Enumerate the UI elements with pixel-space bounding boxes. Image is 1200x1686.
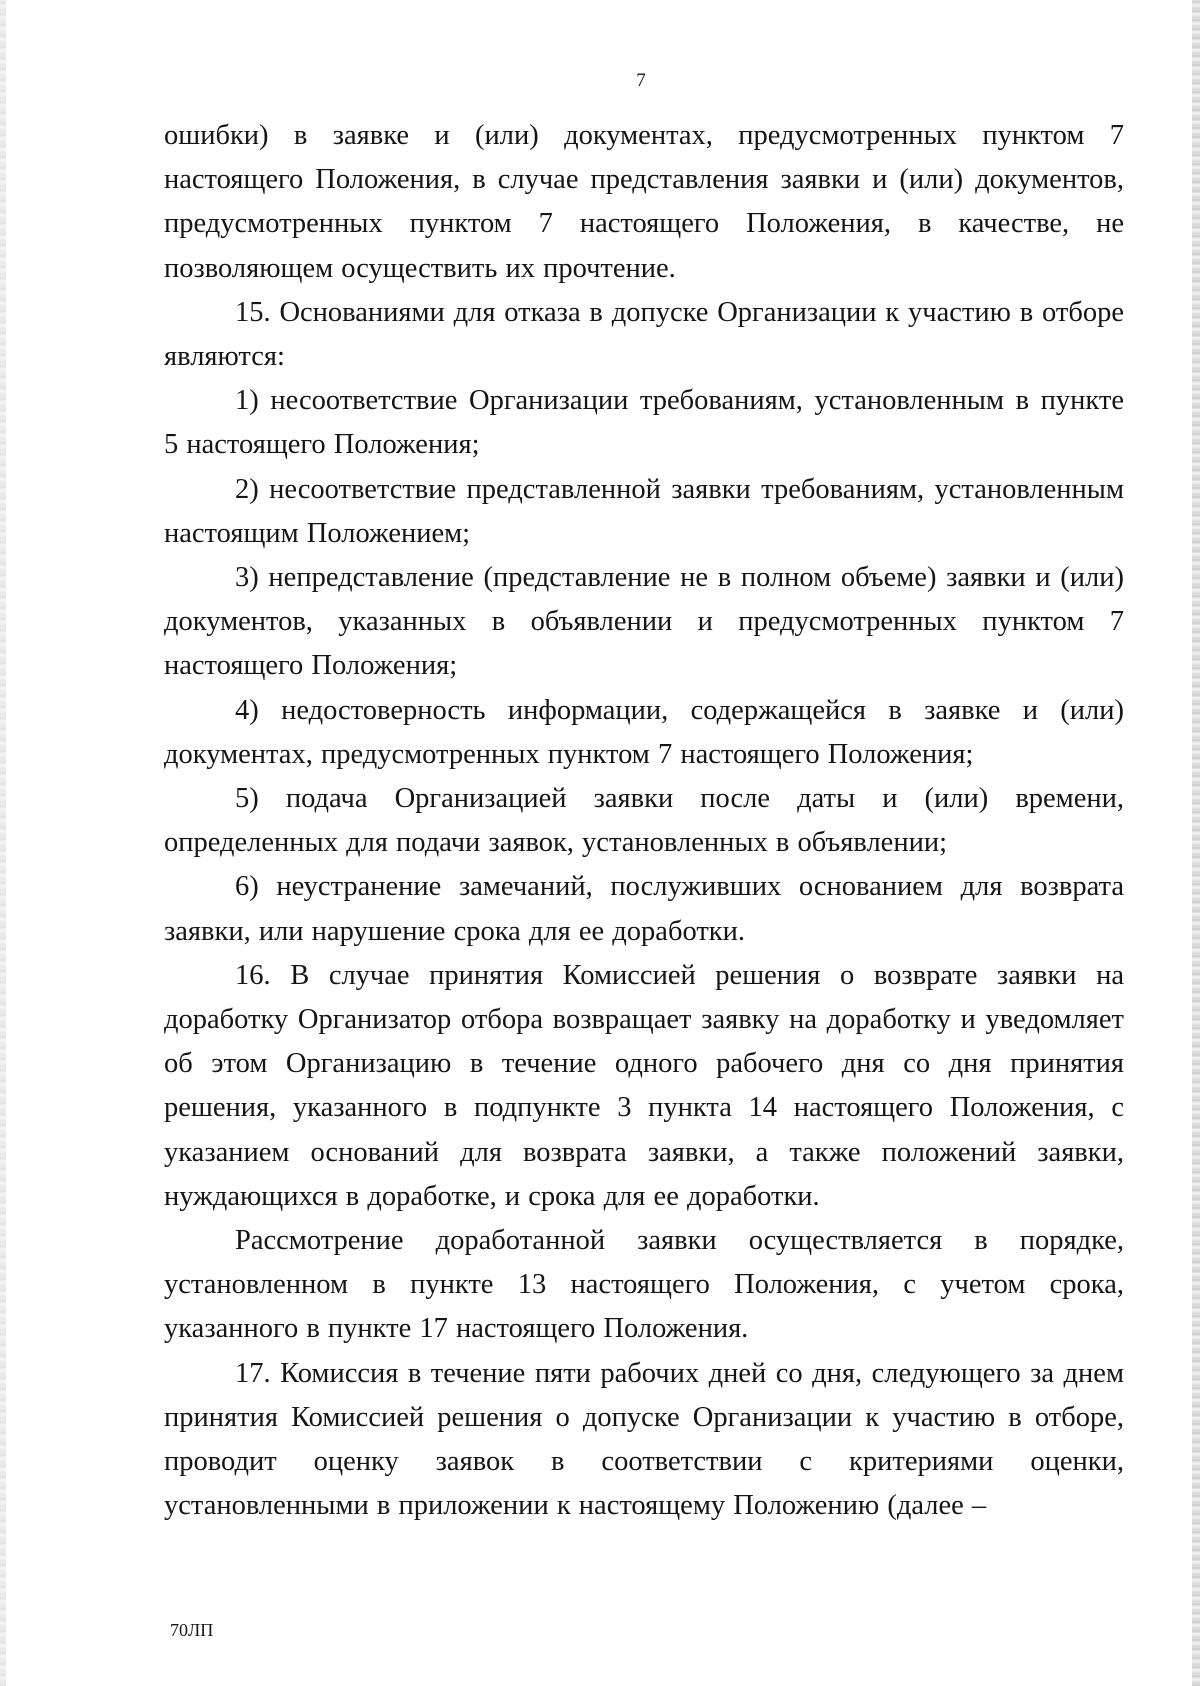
document-code: 70ЛП [170,1620,214,1640]
paragraph-clause-17: 17. Комиссия в течение пяти рабочих дней со дня, следующего за днем принятия Комиссией решения о допуске Организации к участию в отборе, проводит оценку заявок в соответствии с критериями оценки, установленными в приложении к настоящему Положению (далее – [164,1357,1124,1522]
paragraph-item-5: 5) подача Организацией заявки после даты и (или) времени, определенных для подачи заявок, установленных в объявлении; [164,783,1124,859]
paragraph-clause-15: 15. Основаниями для отказа в допуске Организации к участию в отборе являются: [164,296,1124,373]
paragraph-item-2: 2) несоответствие представленной заявки требованиям, установленным настоящим Положением; [164,473,1124,549]
paragraph-continuation: ошибки) в заявке и (или) документах, предусмотренных пунктом 7 настоящего Положения, в случае представления заявки и (или) документов, предусмотренных пунктом 7 настоящего Положения, в качестве, не позволяющем осуществить их прочтение. [164,120,1124,284]
paragraph-item-1: 1) несоответствие Организации требованиям, установленным в пункте 5 настоящего Положения; [164,385,1124,461]
paragraph-item-3: 3) непредставление (представление не в полном объеме) заявки и (или) документов, указанных в объявлении и предусмотренных пунктом 7 настоящего Положения; [164,562,1124,682]
scan-edge-left [0,0,6,1686]
paragraph-item-4: 4) недостоверность информации, содержащейся в заявке и (или) документах, предусмотренных пунктом 7 настоящего Положения; [164,694,1124,770]
paragraph-item-6: 6) неустранение замечаний, послуживших основанием для возврата заявки, или нарушение срока для ее доработки. [164,871,1124,947]
scan-edge-right [1192,0,1200,1686]
document-body [164,114,1124,1529]
page-number: 7 [636,70,646,91]
paragraph-clause-16: 16. В случае принятия Комиссией решения о возврате заявки на доработку Организатор отбора возвращает заявку на доработку и уведомляет об этом Организацию в течение одного рабочего дня со дня принятия решения, указанного в подпункте 3 пункта 14 настоящего Положения, с указанием оснований для возврата заявки, а также положений заявки, нуждающихся в доработке, и срока для ее доработки. [164,959,1124,1212]
paragraph-clause-16-review: Рассмотрение доработанной заявки осуществляется в порядке, установленном в пункте 13 настоящего Положения, с учетом срока, указанного в пункте 17 настоящего Положения. [164,1225,1124,1345]
